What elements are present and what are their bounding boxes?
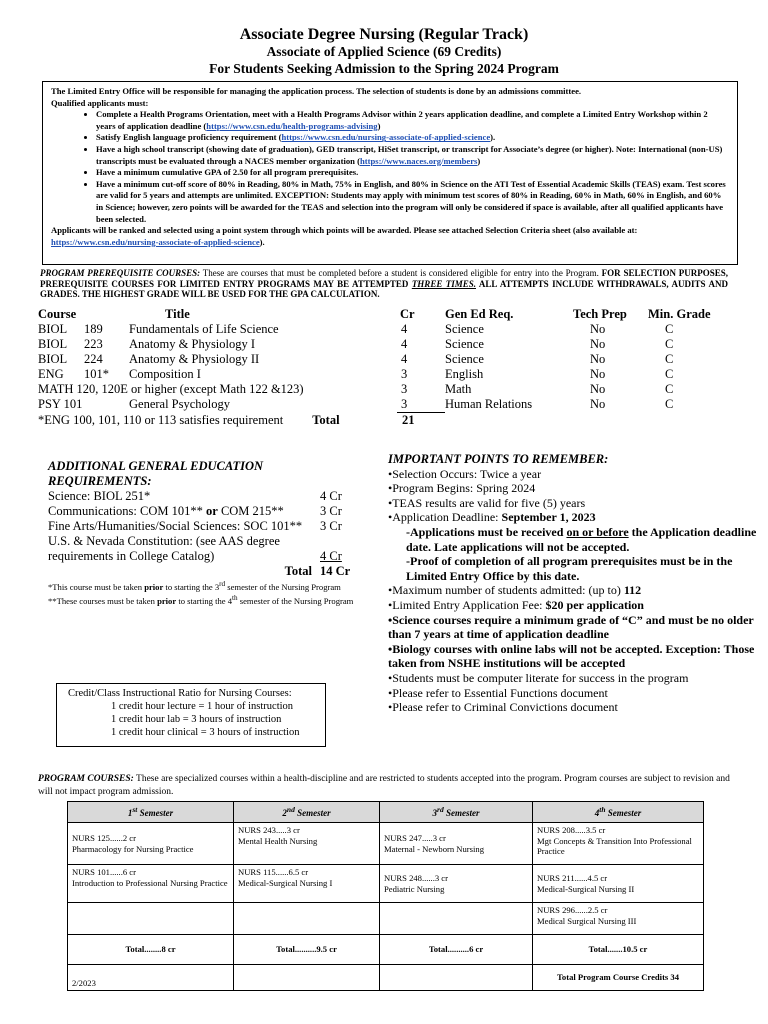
item-credits: 4 Cr (320, 549, 342, 563)
semester-2-total: Total..........9.5 cr (234, 935, 380, 965)
table-header-row (38, 307, 718, 322)
course-cell: NURS 101......6 cr Introduction to Professional Nursing Practice (68, 865, 234, 903)
col-cr: Cr (400, 307, 415, 321)
course-tech: No (590, 337, 606, 351)
list-item: •Selection Occurs: Twice a year (388, 466, 542, 481)
nursing-aas-link[interactable]: https://www.csn.edu/nursing-associate-of-applied-science (281, 132, 491, 143)
total-label: Total (284, 564, 312, 578)
box-intro: The Limited Entry Office will be responsible for managing the application process. The selection of students is done by an admissions committee. (51, 86, 582, 96)
outro-text-end: ). (259, 236, 265, 247)
page-subtitle: Associate of Applied Science (69 Credits) (266, 44, 502, 59)
table-row (68, 823, 704, 865)
semester-3-total: Total..........6 cr (380, 935, 533, 965)
requirement-transcript (96, 144, 729, 167)
item-credits: 4 Cr (320, 489, 342, 503)
list-item: -Proof of completion of all program prerequisites must be in the Limited Entry Office by this date. (406, 554, 733, 583)
additional-heading: ADDITIONAL GENERAL EDUCATION (48, 459, 264, 473)
semester-table (67, 801, 704, 991)
course-tech: No (590, 367, 606, 381)
total-label: Total (312, 412, 340, 427)
table-row (38, 367, 718, 382)
item-credits: 3 Cr (320, 519, 342, 533)
course-tech: No (590, 352, 606, 366)
empty-cell (380, 965, 533, 991)
course-cell: NURS 115......6.5 cr Medical-Surgical Nursing I (234, 865, 380, 903)
empty-cell (234, 965, 380, 991)
course-num: 224 (84, 352, 103, 366)
item-credits (320, 534, 358, 549)
course-tech: No (590, 322, 606, 336)
credit-ratio-lab: 1 credit hour lab = 3 hours of instruction (111, 714, 282, 725)
totals-row (68, 935, 704, 965)
semester-label: Semester (605, 808, 642, 819)
table-row (38, 352, 718, 367)
program-courses-text: These are specialized courses within a health-discipline and are restricted to students accepted into the program. Program courses are subject to revision and will not impact program admission. (38, 774, 730, 797)
semester-1-total: Total........8 cr (68, 935, 234, 965)
semester-num: 2 (282, 808, 287, 819)
requirement-teas: • Have a minimum cut-off score of 80% in Reading, 80% in Math, 75% in English, and 80% in Science on the ATI Test of Essential Academic Skills (TEAS) exam. Test scores are valid for 5 years and attempts are unlimited. EXCEPTION: Students may apply with minimum test scores of 80% in Reading, 60% in Math, 60% in English, and 60% in Science; however, zero points will be awarded for the TEAS and selection into the program will only be considered if space is available, after all qualified applicants have been selected. (96, 179, 729, 225)
additional-gen-ed (48, 459, 358, 607)
course-tech: No (590, 382, 606, 396)
course-grade: C (665, 337, 674, 351)
item-label: requirements in College Catalog) (48, 549, 215, 563)
course-gen-ed: Human Relations (445, 397, 533, 411)
list-item (388, 583, 760, 598)
footnote-text: *This course must be taken (48, 581, 145, 592)
col-min-grade: Min. Grade (648, 307, 711, 321)
course-num: 101* (84, 367, 109, 381)
semester-sup: st (132, 805, 138, 815)
requirement-text: Complete a Health Programs Orientation, meet with a Health Programs Advisor within 2 years application deadline, and complete a Limited Entry Workshop within 2 years of application deadline ( (96, 109, 708, 131)
list-item (388, 525, 760, 554)
course-gen-ed: Science (445, 322, 484, 336)
semester-3-header (380, 802, 533, 823)
col-title: Title (165, 307, 190, 321)
footnote-bold: prior (144, 581, 164, 592)
course-grade: C (665, 352, 674, 366)
item-text: •Limited Entry Application Fee: (388, 597, 546, 612)
revision-date: 2/2023 (68, 965, 234, 991)
table-row (68, 865, 704, 903)
course-title: General Psychology (129, 397, 231, 411)
course-cr: 3 (401, 382, 408, 396)
naces-link[interactable]: https://www.naces.org/members (359, 155, 478, 166)
list-item (48, 504, 358, 519)
deadline-date: September 1, 2023 (501, 510, 596, 525)
semester-2-header (234, 802, 380, 823)
list-item (48, 534, 358, 549)
footnote-text: *ENG 100, 101, 110 or 113 satisfies requirement (38, 412, 284, 427)
max-students: 112 (623, 583, 642, 598)
course-cell: NURS 125......2 cr Pharmacology for Nursing Practice (68, 823, 234, 865)
item-text: •Application Deadline: (388, 510, 502, 525)
outro-text: Applicants will be ranked and selected using a point system through which points will be awarded. Please see attached Selection Criteria sheet (also available at: (51, 225, 638, 236)
application-fee: $20 per application (545, 597, 644, 612)
course-grade: C (665, 367, 674, 381)
course-dept: BIOL (38, 322, 68, 336)
semester-sup: nd (286, 805, 295, 815)
item-or: or (206, 504, 218, 518)
item-label: Fine Arts/Humanities/Social Sciences: SOC 101** (48, 519, 303, 533)
item-text: •Maximum number of students admitted: (up to) (388, 583, 624, 598)
footnote-prior-4th (48, 593, 358, 607)
course-gen-ed: Math (445, 382, 472, 396)
course-gen-ed: Science (445, 337, 484, 351)
item-credits: 3 Cr (320, 504, 342, 518)
course-grade: C (665, 382, 674, 396)
program-courses-label: PROGRAM COURSES: (38, 774, 134, 784)
table-row (38, 337, 718, 352)
requirement-text-end: ) (377, 120, 381, 131)
course-cell (234, 903, 380, 935)
list-item (48, 549, 358, 564)
semester-1-header (68, 802, 234, 823)
footnote-text: semester of the Nursing Program (237, 595, 354, 606)
course-gen-ed: Science (445, 352, 484, 366)
total-credits: 21 (402, 413, 415, 427)
item-label-b: COM 215** (217, 504, 284, 518)
list-item (48, 489, 358, 504)
course-dept: PSY 101 (38, 397, 83, 411)
requirement-text: Satisfy English language proficiency requirement ( (96, 132, 282, 143)
important-points (388, 452, 760, 715)
program-courses-intro (38, 773, 738, 799)
footnote-text: semester of the Nursing Program (225, 581, 341, 592)
box-outro (51, 225, 729, 248)
semester-label: Semester (443, 808, 480, 819)
semester-num: 4 (594, 808, 600, 819)
credit-ratio-lecture: 1 credit hour lecture = 1 hour of instruction (111, 701, 294, 712)
list-item (48, 519, 358, 534)
footnote-sup: th (232, 593, 238, 602)
course-grade: C (665, 322, 674, 336)
table-total-row (38, 413, 718, 429)
list-item (388, 510, 760, 525)
course-cell: NURS 248......3 cr Pediatric Nursing (380, 865, 533, 903)
course-dept: ENG (38, 367, 64, 381)
course-num: 223 (84, 337, 103, 351)
table-row (38, 397, 718, 413)
prerequisite-bold-text-2: ALL ATTEMPTS INCLUDE WITHDRAWALS, AUDITS AND GRADES. THE HIGHEST GRADE WILL BE USED FOR THE GPA CALCULATION. (40, 278, 728, 299)
prerequisite-footnote (38, 413, 397, 429)
list-item: •Science courses require a minimum grade of “C” and must be no older than 7 years at time of application deadline (388, 612, 754, 642)
item-label: Science: BIOL 251* (48, 489, 151, 503)
prerequisite-table (38, 307, 718, 428)
admission-info-box (42, 81, 738, 265)
selection-criteria-link[interactable]: https://www.csn.edu/nursing-associate-of-applied-science (51, 236, 260, 247)
course-cell: NURS 211......4.5 cr Medical-Surgical Nursing II (533, 865, 704, 903)
footer-row (68, 965, 704, 991)
semester-num: 3 (432, 808, 438, 819)
col-tech-prep: Tech Prep (573, 307, 627, 321)
table-row (38, 382, 718, 397)
list-item: •Please refer to Essential Functions document (388, 685, 608, 700)
program-total-credits: Total Program Course Credits 34 (533, 965, 704, 991)
item-text: the Application deadline date. Late applications will not be accepted. (406, 524, 757, 554)
requirement-gpa: • Have a minimum cumulative GPA of 2.50 for all program prerequisites. (96, 167, 729, 179)
footnote-text: **These courses must be taken (48, 595, 158, 606)
list-item: •TEAS results are valid for five (5) years (388, 495, 586, 510)
requirement-text: Have a high school transcript (showing date of graduation), GED transcript, HiSet transcript, or transcript for Associate’s degree (or higher). Note: International (non-US) transcripts must be evaluated through a NACES member organization ( (96, 143, 723, 166)
additional-heading-2: REQUIREMENTS: (48, 474, 152, 488)
course-title: Composition I (129, 367, 201, 381)
list-item (388, 598, 760, 613)
footnote-sup: rd (219, 580, 226, 588)
item-text-underline: on or before (566, 524, 629, 539)
box-intro-qualified: Qualified applicants must: (51, 97, 149, 108)
semester-label: Semester (294, 808, 331, 819)
credit-ratio-title: Credit/Class Instructional Ratio for Nursing Courses: (68, 688, 292, 699)
page-title: Associate Degree Nursing (Regular Track) (239, 26, 529, 43)
advising-link[interactable]: https://www.csn.edu/health-programs-advising (206, 120, 378, 131)
course-full: MATH 120, 120E or higher (except Math 122 &123) (38, 382, 304, 396)
credit-ratio-box (56, 683, 326, 747)
item-label: U.S. & Nevada Constitution: (see AAS degree (48, 534, 280, 548)
course-cell: NURS 247.....3 cr Maternal - Newborn Nursing (380, 823, 533, 865)
semester-sup: th (599, 805, 606, 815)
semester-4-header (533, 802, 704, 823)
list-item: •Program Begins: Spring 2024 (388, 481, 536, 496)
course-num: 189 (84, 322, 103, 336)
prerequisite-intro (40, 268, 728, 300)
course-grade: C (665, 397, 674, 411)
list-item: •Please refer to Criminal Convictions document (388, 700, 618, 715)
course-cr: 4 (401, 352, 408, 366)
additional-total (48, 564, 358, 579)
semester-header-row (68, 802, 704, 823)
empty-cell (445, 413, 718, 429)
course-tech: No (590, 397, 606, 411)
course-cell: NURS 243.....3 cr Mental Health Nursing (234, 823, 380, 865)
course-cr: 4 (401, 322, 408, 336)
course-title: Anatomy & Physiology I (129, 337, 256, 351)
semester-sup: rd (437, 805, 444, 815)
semester-label: Semester (137, 808, 174, 819)
course-title: Anatomy & Physiology II (129, 352, 260, 366)
item-label (48, 504, 284, 519)
requirement-text-end: ) (477, 155, 481, 166)
important-heading: IMPORTANT POINTS TO REMEMBER: (388, 452, 609, 466)
footnote-text: to starting the 4 (176, 595, 233, 606)
prerequisite-text: These are courses that must be completed before a student is considered eligible for entry into the Program. (200, 268, 602, 278)
footnote-bold: prior (157, 595, 177, 606)
footnote-text: to starting the 3 (163, 581, 220, 592)
course-title: Fundamentals of Life Science (129, 322, 279, 336)
credit-ratio-clinical: 1 credit hour clinical = 3 hours of instruction (111, 727, 300, 738)
table-row (38, 322, 718, 337)
requirement-english (96, 132, 729, 144)
three-times-text: THREE TIMES. (411, 278, 476, 289)
requirement-orientation (96, 109, 729, 132)
list-item: •Biology courses with online labs will not be accepted. Exception: Those taken from NSHE institutions will be accepted (388, 641, 755, 671)
list-item: •Students must be computer literate for success in the program (388, 670, 689, 685)
course-cr: 4 (401, 337, 408, 351)
item-label-a: Communications: COM 101** (48, 504, 206, 518)
semester-num: 1 (127, 808, 133, 819)
col-course: Course (38, 307, 77, 321)
prerequisite-bold-text: FOR SELECTION PURPOSES, PREREQUISITE COURSES FOR LIMITED ENTRY PROGRAMS MAY BE ATTEMPTED (40, 268, 729, 289)
course-dept: BIOL (38, 337, 68, 351)
requirement-text-end: ). (490, 132, 496, 143)
course-gen-ed: English (445, 367, 484, 381)
course-cr: 3 (401, 367, 408, 381)
course-cell: NURS 208.....3.5 cr Mgt Concepts & Transition Into Professional Practice (533, 823, 704, 865)
course-cr: 3 (397, 397, 445, 413)
footnote-prior-3rd (48, 579, 358, 593)
page-subtitle-2: For Students Seeking Admission to the Spring 2024 Program (209, 61, 559, 76)
prerequisite-label: PROGRAM PREREQUISITE COURSES: (40, 268, 201, 278)
course-dept: BIOL (38, 352, 68, 366)
course-cell (380, 903, 533, 935)
table-row (68, 903, 704, 935)
col-gen-ed: Gen Ed Req. (445, 307, 514, 321)
course-cell (68, 903, 234, 935)
course-cell: NURS 296......2.5 cr Medical Surgical Nursing III (533, 903, 704, 935)
semester-4-total: Total.......10.5 cr (533, 935, 704, 965)
item-text: -Applications must be received (406, 524, 567, 539)
requirements-list (51, 109, 729, 225)
total-value: 14 Cr (320, 564, 351, 578)
